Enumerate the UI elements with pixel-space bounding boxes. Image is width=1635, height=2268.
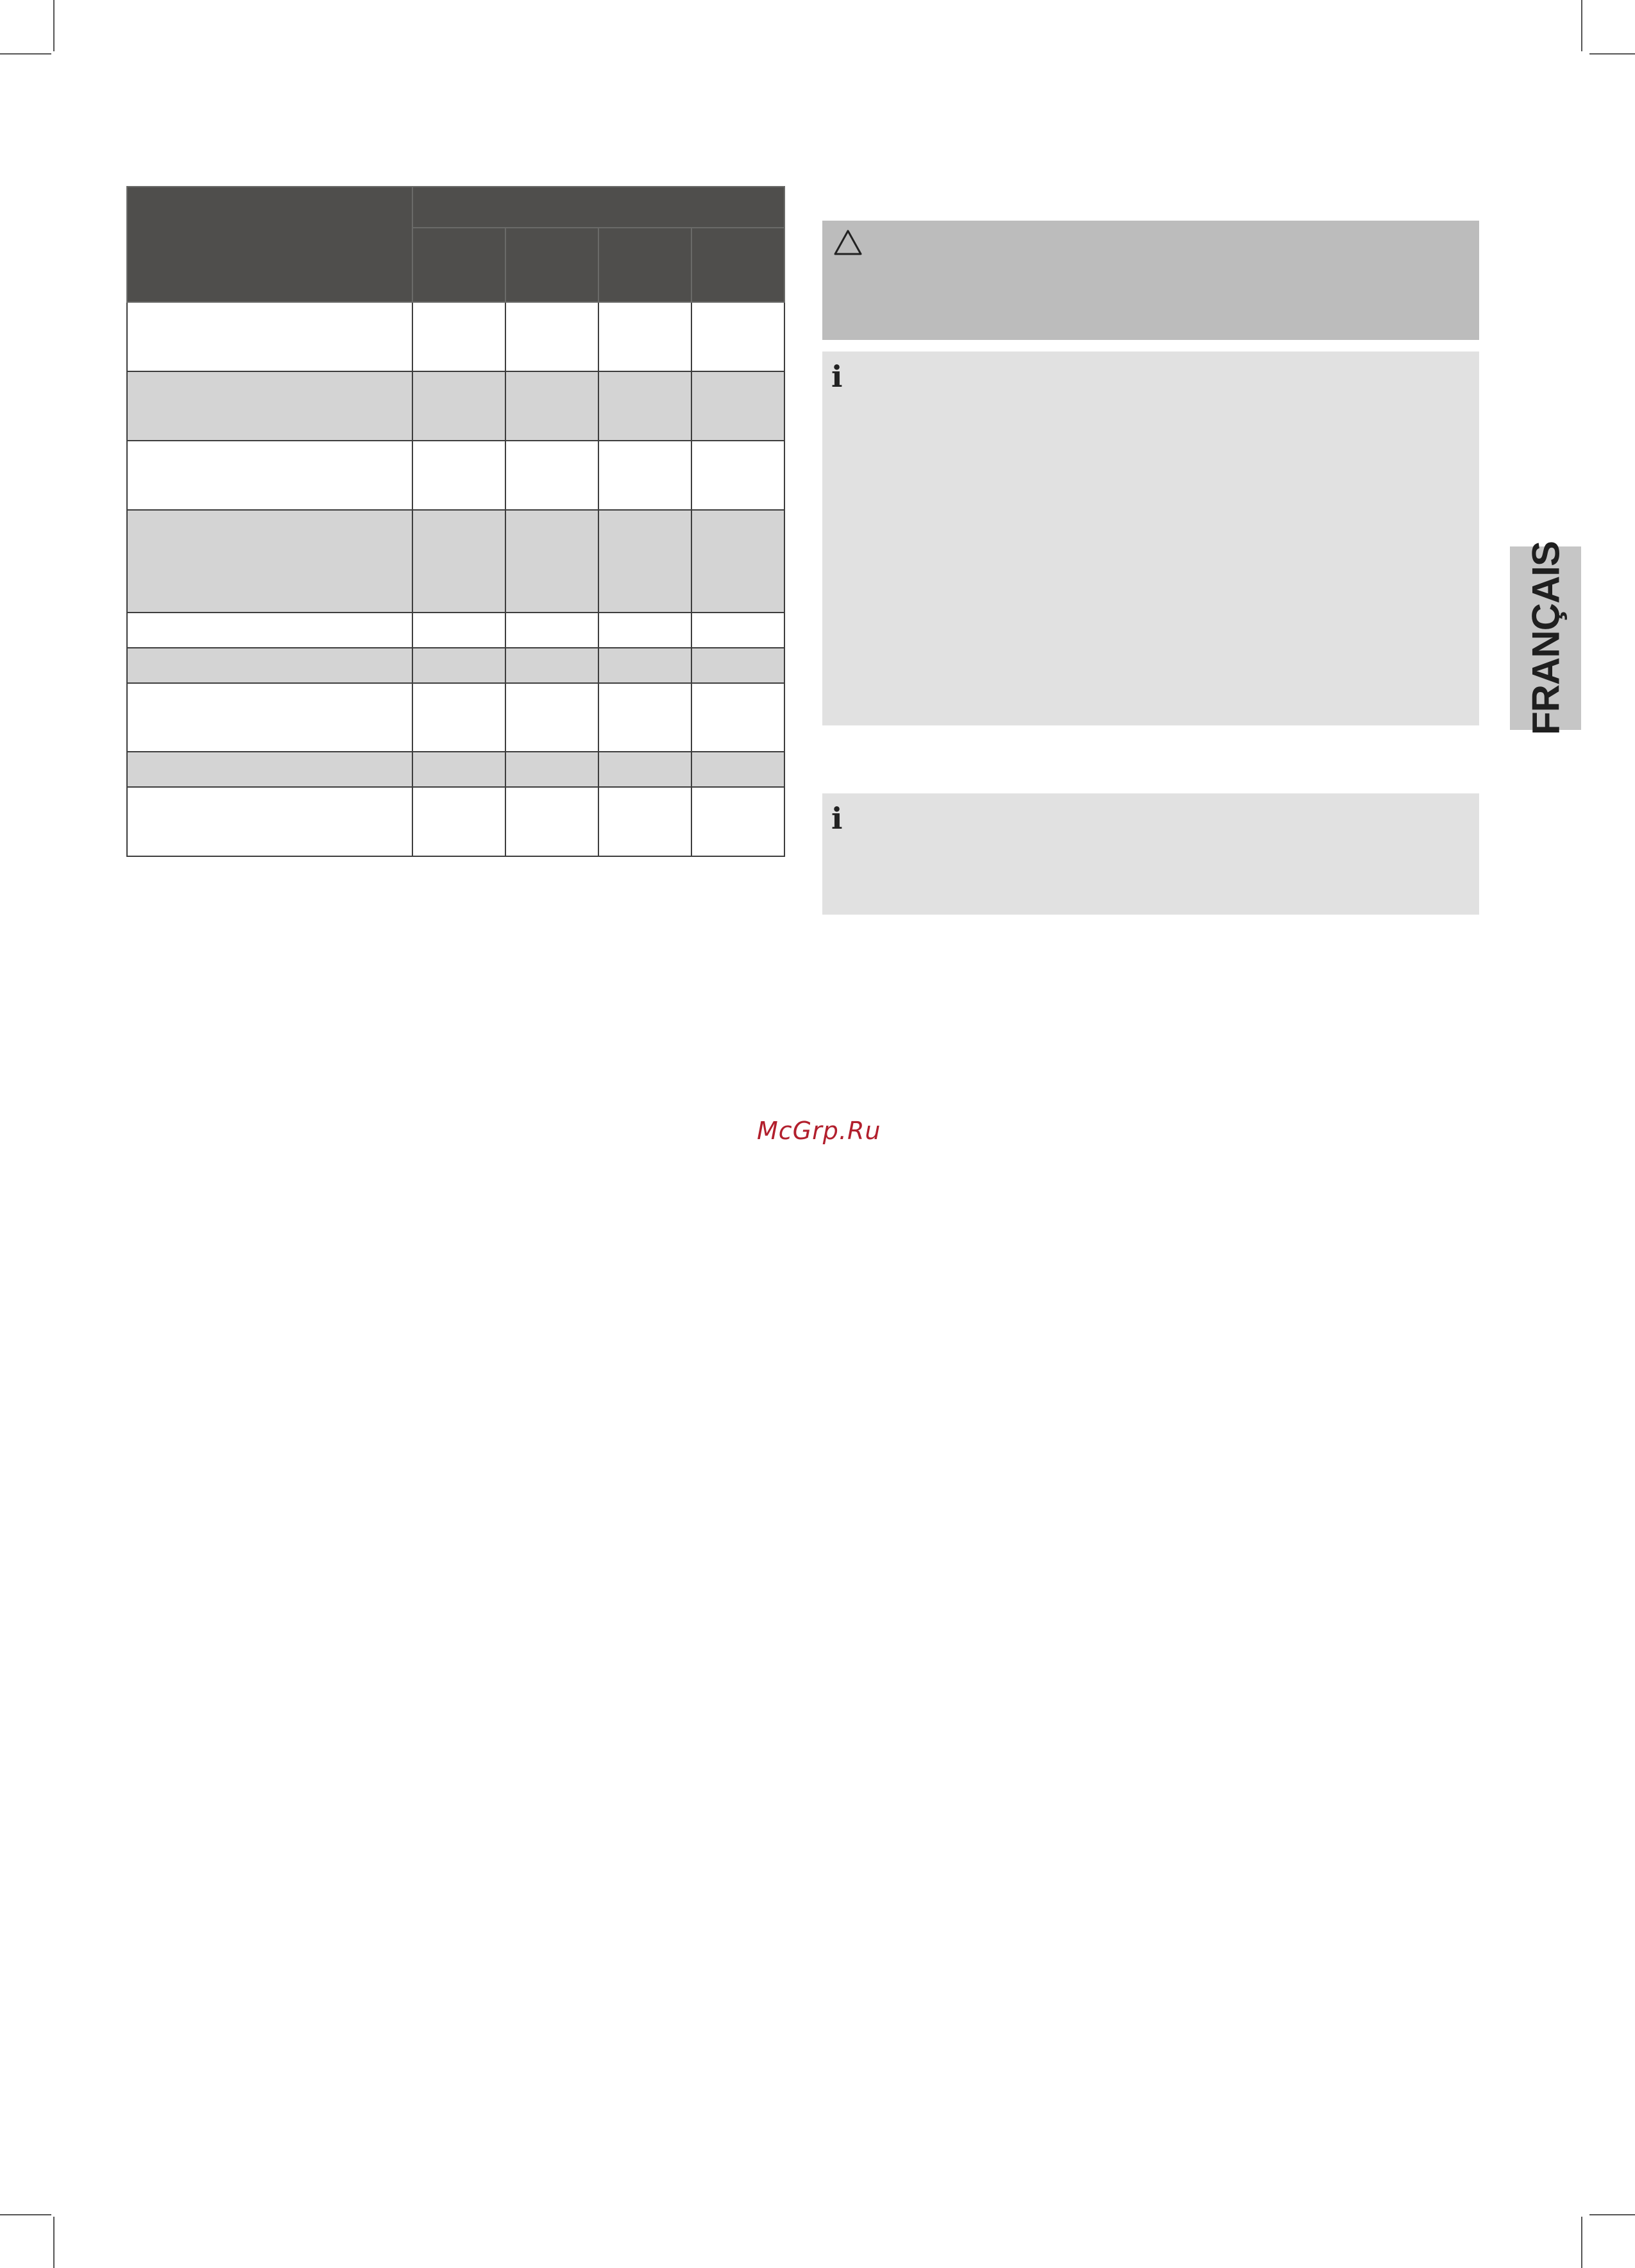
table-cell xyxy=(127,752,412,787)
language-tab-label: FRANÇAIS xyxy=(1524,541,1567,735)
table-cell xyxy=(691,787,784,856)
table-header-cell xyxy=(505,228,598,302)
crop-mark xyxy=(1589,2214,1635,2215)
table-row xyxy=(127,441,784,510)
table-cell xyxy=(505,371,598,441)
warning-box xyxy=(822,221,1479,340)
table-cell xyxy=(127,613,412,648)
table-cell xyxy=(691,752,784,787)
table-cell xyxy=(598,787,691,856)
info-box xyxy=(822,793,1479,915)
table-row xyxy=(127,787,784,856)
table-cell xyxy=(412,371,505,441)
table-row xyxy=(127,683,784,752)
table-cell xyxy=(127,787,412,856)
crop-mark xyxy=(0,2214,51,2215)
table-cell xyxy=(127,510,412,613)
table-cell xyxy=(127,371,412,441)
crop-mark xyxy=(0,53,51,55)
table-cell xyxy=(505,683,598,752)
crop-mark xyxy=(53,2217,55,2268)
table-cell xyxy=(127,683,412,752)
table-cell xyxy=(598,371,691,441)
table-cell xyxy=(691,613,784,648)
info-box xyxy=(822,351,1479,725)
table-cell xyxy=(505,510,598,613)
table-header-row xyxy=(127,187,784,228)
table-cell xyxy=(412,752,505,787)
info-icon: i xyxy=(831,359,843,394)
table-cell xyxy=(598,613,691,648)
table-cell xyxy=(412,302,505,371)
table-cell xyxy=(412,510,505,613)
table-cell xyxy=(691,683,784,752)
table-cell xyxy=(691,302,784,371)
table-cell xyxy=(691,648,784,683)
table-cell xyxy=(412,683,505,752)
table-cell xyxy=(598,441,691,510)
watermark: McGrp.Ru xyxy=(757,1117,881,1145)
info-icon: i xyxy=(831,801,843,836)
table-row xyxy=(127,613,784,648)
table-row xyxy=(127,510,784,613)
table-cell xyxy=(505,752,598,787)
table-cell xyxy=(691,371,784,441)
spec-table xyxy=(126,186,785,857)
table-cell xyxy=(505,648,598,683)
table-cell xyxy=(505,302,598,371)
table-cell xyxy=(691,441,784,510)
table-header-cell xyxy=(598,228,691,302)
table-cell xyxy=(505,787,598,856)
table-header-cell xyxy=(691,228,784,302)
table-cell xyxy=(598,648,691,683)
crop-mark xyxy=(53,0,55,51)
warning-triangle-icon xyxy=(833,228,863,257)
table-cell xyxy=(598,510,691,613)
table-cell xyxy=(127,441,412,510)
crop-mark xyxy=(1589,53,1635,55)
table-cell xyxy=(505,613,598,648)
table-row xyxy=(127,648,784,683)
table-row xyxy=(127,302,784,371)
table-cell xyxy=(412,441,505,510)
table-cell xyxy=(691,510,784,613)
table-header-cell xyxy=(127,187,412,302)
table-cell xyxy=(505,441,598,510)
table-cell xyxy=(412,648,505,683)
crop-mark xyxy=(1581,2217,1582,2268)
table-cell xyxy=(598,752,691,787)
table-header-cell xyxy=(412,228,505,302)
table-cell xyxy=(127,648,412,683)
table-cell xyxy=(598,302,691,371)
table-row xyxy=(127,752,784,787)
table-cell xyxy=(127,302,412,371)
table-cell xyxy=(412,613,505,648)
language-tab xyxy=(1510,541,1581,735)
table-row xyxy=(127,371,784,441)
table-cell xyxy=(598,683,691,752)
table-header-cell xyxy=(412,187,784,228)
table-cell xyxy=(412,787,505,856)
crop-mark xyxy=(1581,0,1582,51)
